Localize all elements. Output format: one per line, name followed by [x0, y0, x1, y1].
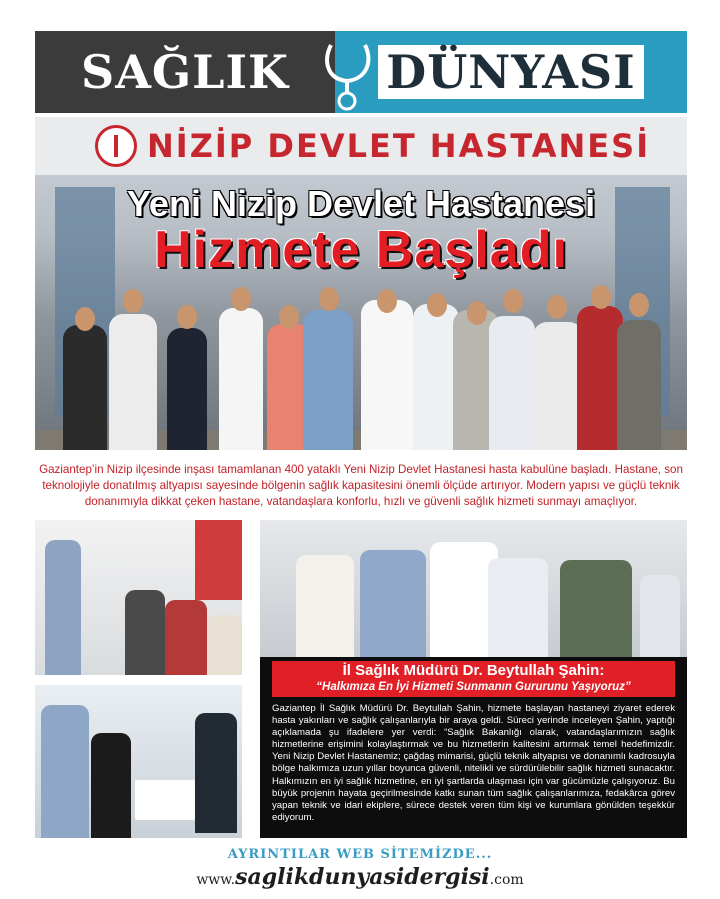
hospital-sign: NİZİP DEVLET HASTANESİ — [147, 127, 651, 165]
website-link[interactable] — [0, 864, 720, 890]
headline-line-2: Hizmete Başladı — [154, 221, 568, 279]
url-prefix: www. — [196, 872, 236, 888]
ministry-logo-icon — [95, 125, 137, 167]
masthead-word-right: DÜNYASI — [378, 45, 643, 99]
masthead-left — [35, 31, 335, 113]
photo-registration-desk — [35, 685, 242, 838]
footer-cta: AYRINTILAR WEB SİTEMİZDE... — [227, 847, 493, 862]
article-heading: İl Sağlık Müdürü Dr. Beytullah Şahin: — [342, 662, 605, 679]
masthead — [35, 31, 687, 113]
hero-photo — [35, 117, 687, 450]
masthead-word-left: SAĞLIK — [80, 45, 290, 99]
lead-paragraph: Gaziantep’in Nizip ilçesinde inşası tamamlanan 400 yataklı Yeni Nizip Devlet Hastanesi hasta kabulüne başladı. Hastane, son teknolojiyle donatılmış altyapısı sayesinde bölgenin sağlık kapasitesini önemli ölçüde artırıyor. Modern yapısı ve güçlü teknik donanımıyla dikkat çeken hastane, vatandaşlara konforlu, hızlı ve güvenli sağlık hizmeti sunmayı amaçlıyor. — [39, 463, 683, 508]
quote-banner — [272, 661, 675, 697]
masthead-right — [335, 31, 687, 113]
url-suffix: .com — [489, 872, 524, 888]
photo-waiting-room — [35, 520, 242, 675]
stethoscope-icon — [317, 41, 381, 111]
article-box — [260, 657, 687, 838]
article-quote: “Halkımıza En İyi Hizmeti Sunmanın Gururunu Yaşıyoruz” — [316, 681, 631, 693]
url-main: saglikdunyasidergisi — [235, 864, 490, 890]
photo-hospital-visit — [260, 520, 687, 657]
article-body: Gaziantep İl Sağlık Müdürü Dr. Beytullah Şahin, hizmete başlayan hastaneyi ziyaret ederek hasta yakınları ve sağlık çalışanlarıyla bir araya geldi. Süreci yerinde inceleyen Şahin, yaptığı açıklamada şu ifadelere yer verdi: “Sağlık Bakanlığı olarak, vatandaşlarımızın sağlık hizmetlerine erişimini kolaylaştırmak ve bu hizmetlerin kalitesini artırmak temel hedefimizdir. Yeni Nizip Devlet Hastanemiz; çağdaş mimarisi, güçlü teknik altyapısı ve donanımlı kadrosuyla bölge halkımıza uzun yıllar boyunca güvenli, nitelikli ve sürdürülebilir sağlık hizmeti sunacaktır. Halkımızın en iyi sağlık hizmetine, en iyi şartlarda ulaşması için var gücümüzle çalışıyoruz. Bu büyük projenin hayata geçirilmesinde katkı sunan tüm sağlık çalışanlarımıza, fedakârca görev yapan teknik ve idari ekiplere, sürece destek veren tüm kişi ve kurumlara gönülden teşekkür ediyorum. — [272, 703, 675, 823]
headline-line-1: Yeni Nizip Devlet Hastanesi — [126, 183, 596, 224]
